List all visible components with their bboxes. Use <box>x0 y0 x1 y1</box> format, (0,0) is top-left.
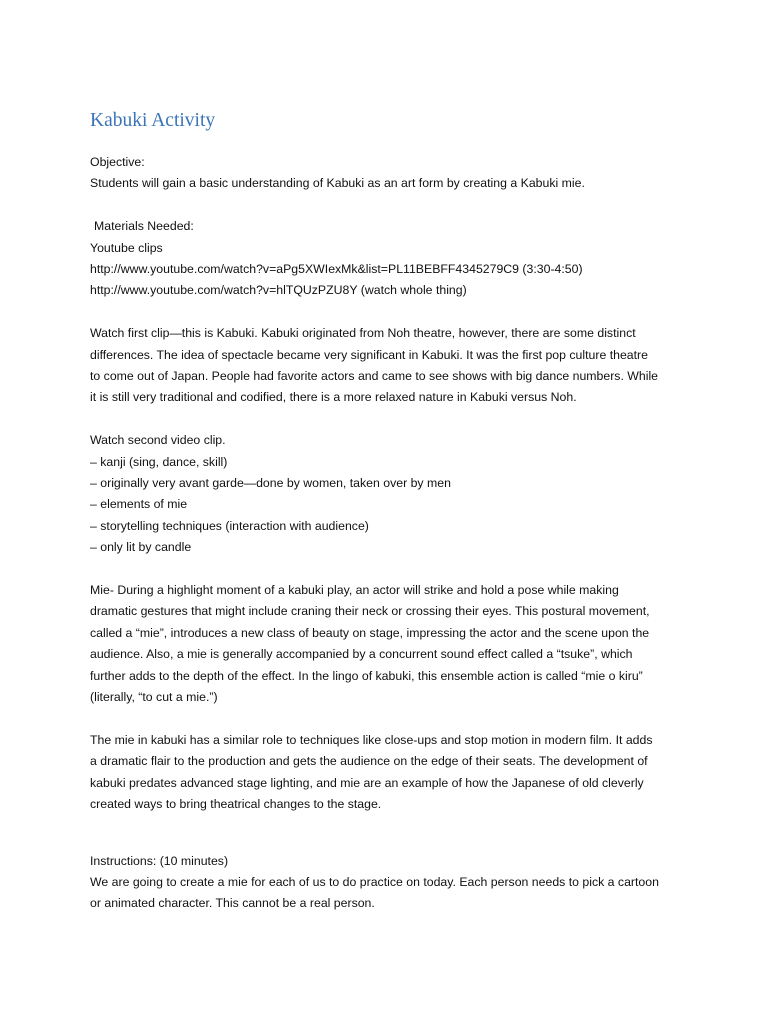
objective-text: Students will gain a basic understanding of Kabuki as an art form by creating a Kabuki mie. <box>90 176 585 191</box>
paragraph-line: it is still very traditional and codified, there is a more relaxed nature in Kabuki versus Noh. <box>90 390 577 405</box>
document-body <box>90 108 690 915</box>
second-clip-heading: Watch second video clip. <box>90 433 226 448</box>
paragraph-line: Watch first clip—this is Kabuki. Kabuki originated from Noh theatre, however, there are some distinct <box>90 326 636 341</box>
document-title: Kabuki Activity <box>90 110 216 131</box>
paragraph-line: a dramatic flair to the production and gets the audience on the edge of their seats. The development of <box>90 754 648 769</box>
spacer <box>90 559 690 580</box>
instructions-heading: Instructions: (10 minutes) <box>90 853 229 868</box>
instructions-text <box>90 872 690 915</box>
second-clip-list <box>90 452 690 559</box>
youtube-link-1[interactable]: http://www.youtube.com/watch?v=aPg5XWIexMk&list=PL11BEBFF4345279C9 <box>90 262 520 277</box>
paragraph-line: further adds to the depth of the effect. In the lingo of kabuki, this ensemble action is called “mie o kiru” <box>90 668 643 683</box>
materials-heading: Materials Needed: <box>94 219 194 234</box>
paragraph-line: The mie in kabuki has a similar role to techniques like close-ups and stop motion in modern film. It adds <box>90 732 653 747</box>
youtube-link-2-line <box>90 280 690 301</box>
paragraph-line: to come out of Japan. People had favorite actors and came to see shows with big dance numbers. While <box>90 369 659 384</box>
paragraph-first-clip <box>90 323 690 409</box>
objective-heading: Objective: <box>90 155 145 169</box>
list-item: – only lit by candle <box>90 540 192 555</box>
paragraph-line: (literally, “to cut a mie.”) <box>90 690 218 705</box>
list-item: – kanji (sing, dance, skill) <box>90 454 228 469</box>
paragraph-line: dramatic gestures that might include craning their neck or crossing their eyes. This postural movement, <box>90 604 650 619</box>
youtube-clips-heading: Youtube clips <box>90 240 163 255</box>
list-item: – originally very avant garde—done by women, taken over by men <box>90 476 451 491</box>
paragraph-line: Mie- During a highlight moment of a kabuki play, an actor will strike and hold a pose while making <box>90 583 619 598</box>
list-item: – storytelling techniques (interaction with audience) <box>90 518 369 533</box>
youtube-link-1-line <box>90 259 690 280</box>
paragraph-line: kabuki predates advanced stage lighting, and mie are an example of how the Japanese of old cleverly <box>90 775 644 790</box>
spacer <box>90 816 690 851</box>
paragraph-mie <box>90 580 690 708</box>
paragraph-line: called a “mie”, introduces a new class of beauty on stage, impressing the actor and the scene upon the <box>90 625 650 640</box>
spacer <box>90 302 690 323</box>
paragraph-mie-role <box>90 730 690 816</box>
spacer <box>90 409 690 430</box>
youtube-link-2[interactable]: http://www.youtube.com/watch?v=hlTQUzPZU8Y <box>90 283 358 298</box>
youtube-link-2-note: (watch whole thing) <box>357 283 467 298</box>
spacer <box>90 709 690 730</box>
list-item: – elements of mie <box>90 497 188 512</box>
paragraph-line: or animated character. This cannot be a real person. <box>90 896 375 911</box>
paragraph-line: We are going to create a mie for each of us to do practice on today. Each person needs to pick a cartoon <box>90 874 659 889</box>
paragraph-line: differences. The idea of spectacle became very significant in Kabuki. It was the first pop culture theatre <box>90 347 648 362</box>
spacer <box>90 195 690 216</box>
youtube-link-1-note: (3:30-4:50) <box>519 262 583 277</box>
paragraph-line: created ways to bring theatrical changes to the stage. <box>90 797 382 812</box>
paragraph-line: audience. Also, a mie is generally accompanied by a concurrent sound effect called a “tsuke”, which <box>90 647 633 662</box>
